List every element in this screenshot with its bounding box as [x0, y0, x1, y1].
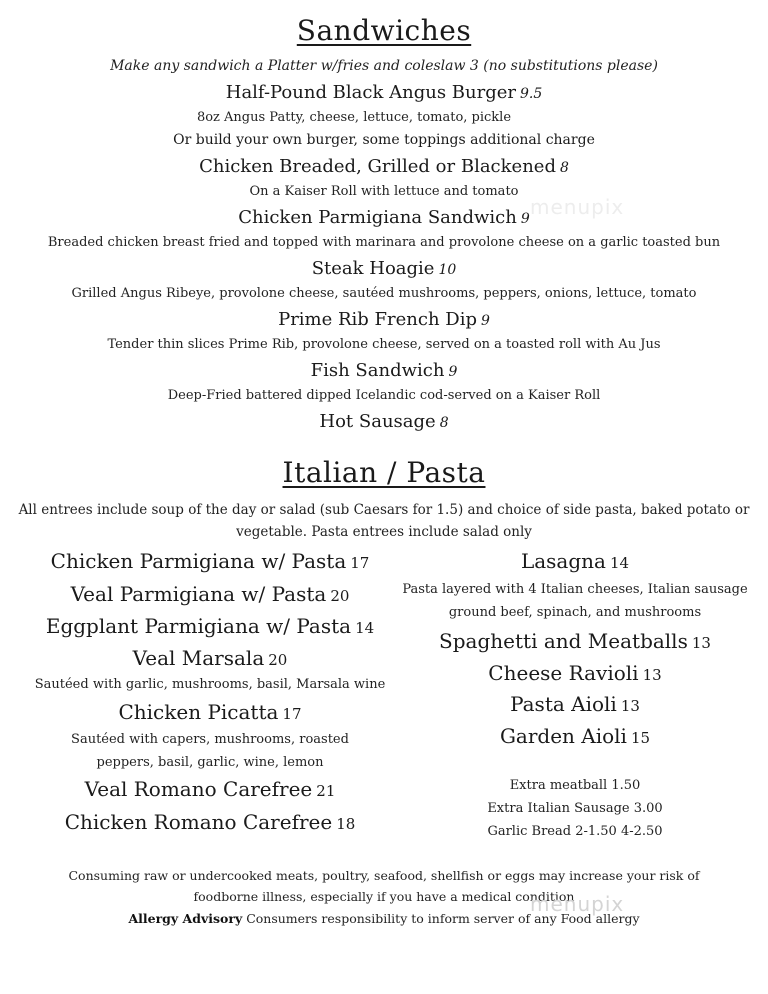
menu-item: [30, 646, 390, 670]
platter-note: Make any sandwich a Platter w/fries and coleslaw 3 (no substitutions please): [110, 58, 658, 74]
food-safety-warning-line2: foodborne illness, especially if you have a medical condition: [193, 889, 575, 904]
item-name: Half-Pound Black Angus Burger: [225, 82, 516, 103]
item-description: Pasta layered with 4 Italian cheeses, Italian sausage: [402, 582, 748, 597]
extra-item: Extra Italian Sausage 3.00: [487, 801, 663, 816]
build-your-own-note: Or build your own burger, some toppings additional charge: [173, 132, 595, 148]
item-name: Chicken Parmigiana Sandwich: [238, 207, 517, 228]
menu-item: [30, 549, 390, 573]
item-price: 20: [268, 651, 288, 669]
item-description: On a Kaiser Roll with lettuce and tomato: [249, 184, 519, 199]
item-price: 9.5: [519, 86, 543, 102]
item-price: 17: [282, 705, 302, 723]
food-safety-warning-line1: Consuming raw or undercooked meats, poultry, seafood, shellfish or eggs may increase your risk of: [68, 868, 700, 883]
extra-item: Extra meatball 1.50: [509, 778, 641, 793]
menu-item: [30, 582, 390, 606]
item-name: Steak Hoagie: [311, 258, 435, 279]
item-price: 9: [520, 211, 530, 227]
menu-item: [395, 549, 755, 573]
item-name: Pasta Aioli: [510, 692, 617, 716]
allergy-text: Consumers responsibility to inform server of any Food allergy: [242, 911, 640, 926]
sandwiches-title: Sandwiches: [296, 14, 472, 47]
item-name: Garden Aioli: [499, 724, 627, 748]
item-name: Chicken Picatta: [118, 700, 279, 724]
allergy-advisory: [0, 911, 768, 926]
item-price: 8: [559, 160, 569, 176]
item-description: Grilled Angus Ribeye, provolone cheese, sautéed mushrooms, peppers, onions, lettuce, tomato: [71, 286, 697, 301]
menu-item: [0, 411, 768, 432]
item-name: Chicken Parmigiana w/ Pasta: [50, 549, 347, 573]
item-price: 18: [336, 815, 356, 833]
item-description: Sautéed with garlic, mushrooms, basil, Marsala wine: [34, 677, 386, 692]
item-description: Breaded chicken breast fried and topped with marinara and provolone cheese on a garlic toasted bun: [47, 235, 721, 250]
watermark: menupix: [530, 195, 625, 219]
item-price: 13: [620, 697, 640, 715]
item-price: 21: [316, 782, 336, 800]
item-name: Spaghetti and Meatballs: [439, 629, 688, 653]
item-price: 17: [350, 554, 370, 572]
item-description: Deep-Fried battered dipped Icelandic cod-served on a Kaiser Roll: [167, 388, 601, 403]
menu-item: [0, 258, 768, 279]
item-price: 13: [642, 666, 662, 684]
item-price: 8: [439, 415, 449, 431]
item-name: Chicken Romano Carefree: [64, 810, 333, 834]
item-name: Veal Romano Carefree: [84, 777, 313, 801]
item-name: Veal Marsala: [132, 646, 265, 670]
menu-item: [0, 156, 768, 177]
item-name: Cheese Ravioli: [488, 661, 639, 685]
item-name: Hot Sausage: [319, 411, 436, 432]
entree-note-line1: All entrees include soup of the day or salad (sub Caesars for 1.5) and choice of side pasta, baked potato or: [18, 502, 750, 518]
extra-item: Garlic Bread 2-1.50 4-2.50: [487, 824, 663, 839]
item-price: 10: [438, 262, 457, 278]
item-price: 15: [630, 729, 651, 747]
menu-item: [395, 692, 755, 716]
menu-item: [395, 629, 755, 653]
item-name: Lasagna: [520, 549, 606, 573]
item-price: 14: [609, 554, 630, 572]
item-name: Veal Parmigiana w/ Pasta: [70, 582, 327, 606]
italian-pasta-title: Italian / Pasta: [282, 456, 486, 489]
item-name: Fish Sandwich: [310, 360, 445, 381]
menu-item: [30, 810, 390, 834]
item-name: Chicken Breaded, Grilled or Blackened: [199, 156, 556, 177]
item-description: Tender thin slices Prime Rib, provolone cheese, served on a toasted roll with Au Jus: [107, 337, 661, 352]
menu-item: [0, 82, 768, 103]
item-price: 9: [448, 364, 458, 380]
menu-item: [0, 360, 768, 381]
entree-note-line2: vegetable. Pasta entrees include salad only: [236, 524, 532, 540]
allergy-label: Allergy Advisory: [128, 911, 243, 926]
menu-item: [30, 777, 390, 801]
menu-item: [30, 700, 390, 724]
menu-item: [395, 724, 755, 748]
item-price: 20: [330, 587, 350, 605]
menu-item: [395, 661, 755, 685]
menu-item: [0, 309, 768, 330]
menu-item: [0, 207, 768, 228]
watermark: menupix: [530, 892, 625, 916]
menu-item: [30, 614, 390, 638]
item-name: Prime Rib French Dip: [278, 309, 477, 330]
item-description: Sautéed with capers, mushrooms, roasted: [71, 732, 349, 747]
item-price: 9: [481, 313, 490, 329]
item-description: ground beef, spinach, and mushrooms: [448, 605, 702, 620]
item-description: 8oz Angus Patty, cheese, lettuce, tomato, pickle: [196, 110, 512, 125]
item-name: Eggplant Parmigiana w/ Pasta: [45, 614, 352, 638]
item-price: 13: [691, 634, 711, 652]
item-description: peppers, basil, garlic, wine, lemon: [96, 755, 324, 770]
item-price: 14: [355, 619, 375, 637]
